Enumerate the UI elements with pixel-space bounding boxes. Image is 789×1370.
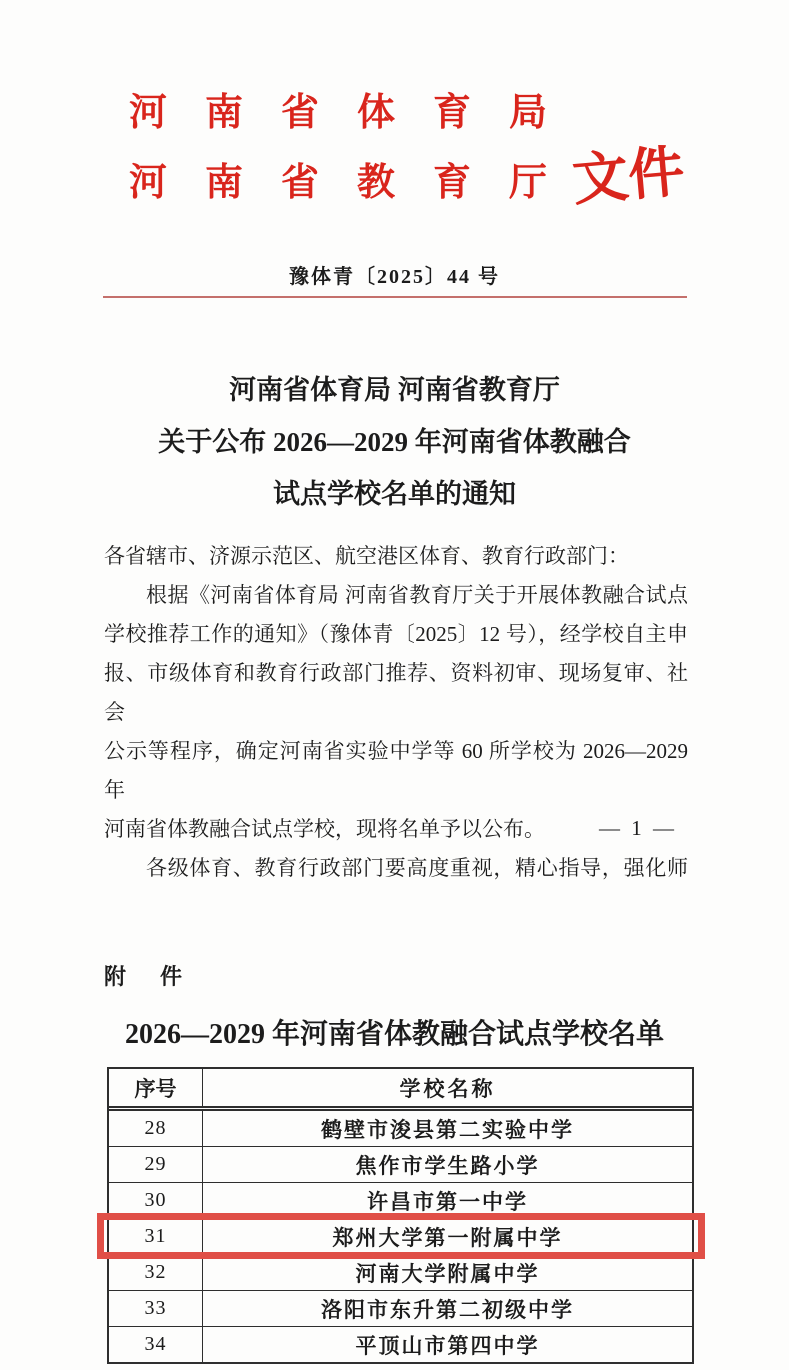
agency-name-line2: 河南省教育厅 xyxy=(129,162,586,204)
body-line: 河南省体教融合试点学校，现将名单予以公布。 xyxy=(104,817,545,841)
body-line: 公示等程序，确定河南省实验中学等 60 所学校为 2026—2029 年 xyxy=(104,739,688,802)
row-number: 34 xyxy=(109,1327,203,1362)
document-type-marker: 文件 xyxy=(569,141,687,213)
row-number: 33 xyxy=(109,1291,203,1326)
red-divider-line xyxy=(103,296,687,298)
table-row xyxy=(109,1326,692,1362)
row-number: 31 xyxy=(109,1219,203,1254)
body-line: 根据《河南省体育局 河南省教育厅关于开展体教融合试点 xyxy=(146,583,688,607)
document-number: 豫体青〔2025〕44 号 xyxy=(289,266,500,288)
attachment-title: 2026—2029 年河南省体教融合试点学校名单 xyxy=(124,1019,664,1050)
table-header-school: 学校名称 xyxy=(399,1076,496,1101)
body-line: 各省辖市、济源示范区、航空港区体育、教育行政部门： xyxy=(104,544,629,568)
row-number: 29 xyxy=(109,1147,203,1182)
title-line-3: 试点学校名单的通知 xyxy=(273,479,516,509)
school-name: 鹤壁市浚县第二实验中学 xyxy=(321,1117,574,1142)
document-title xyxy=(0,364,789,520)
school-name: 焦作市学生路小学 xyxy=(355,1153,540,1178)
table-row xyxy=(109,1182,692,1218)
table-row-highlighted xyxy=(109,1218,692,1254)
table-header-row xyxy=(109,1069,692,1111)
school-name: 洛阳市东升第二初级中学 xyxy=(321,1297,574,1322)
attachment-label: 附 件 xyxy=(104,964,189,989)
table-row xyxy=(109,1254,692,1290)
row-number: 28 xyxy=(109,1111,203,1146)
row-number: 32 xyxy=(109,1255,203,1290)
title-line-2: 关于公布 2026—2029 年河南省体教融合 xyxy=(158,427,631,457)
school-name: 平顶山市第四中学 xyxy=(355,1333,540,1358)
table-row xyxy=(109,1111,692,1146)
title-line-1: 河南省体育局 河南省教育厅 xyxy=(229,375,560,405)
table-row xyxy=(109,1146,692,1182)
table-row xyxy=(109,1290,692,1326)
page-number: — 1 — xyxy=(599,816,677,840)
body-line: 各级体育、教育行政部门要高度重视，精心指导，强化师 xyxy=(146,856,688,880)
school-name: 许昌市第一中学 xyxy=(367,1189,528,1214)
body-line: 学校推荐工作的通知》（豫体青〔2025〕12 号），经学校自主申 xyxy=(104,622,688,646)
school-name: 河南大学附属中学 xyxy=(355,1261,540,1286)
body-line: 报、市级体育和教育行政部门推荐、资料初审、现场复审、社会 xyxy=(104,661,688,724)
agency-name-line1: 河南省体育局 xyxy=(129,92,586,134)
school-table xyxy=(107,1067,694,1364)
document-letterhead xyxy=(129,78,585,218)
table-header-no: 序号 xyxy=(109,1069,203,1106)
school-name: 郑州大学第一附属中学 xyxy=(332,1225,563,1250)
row-number: 30 xyxy=(109,1183,203,1218)
